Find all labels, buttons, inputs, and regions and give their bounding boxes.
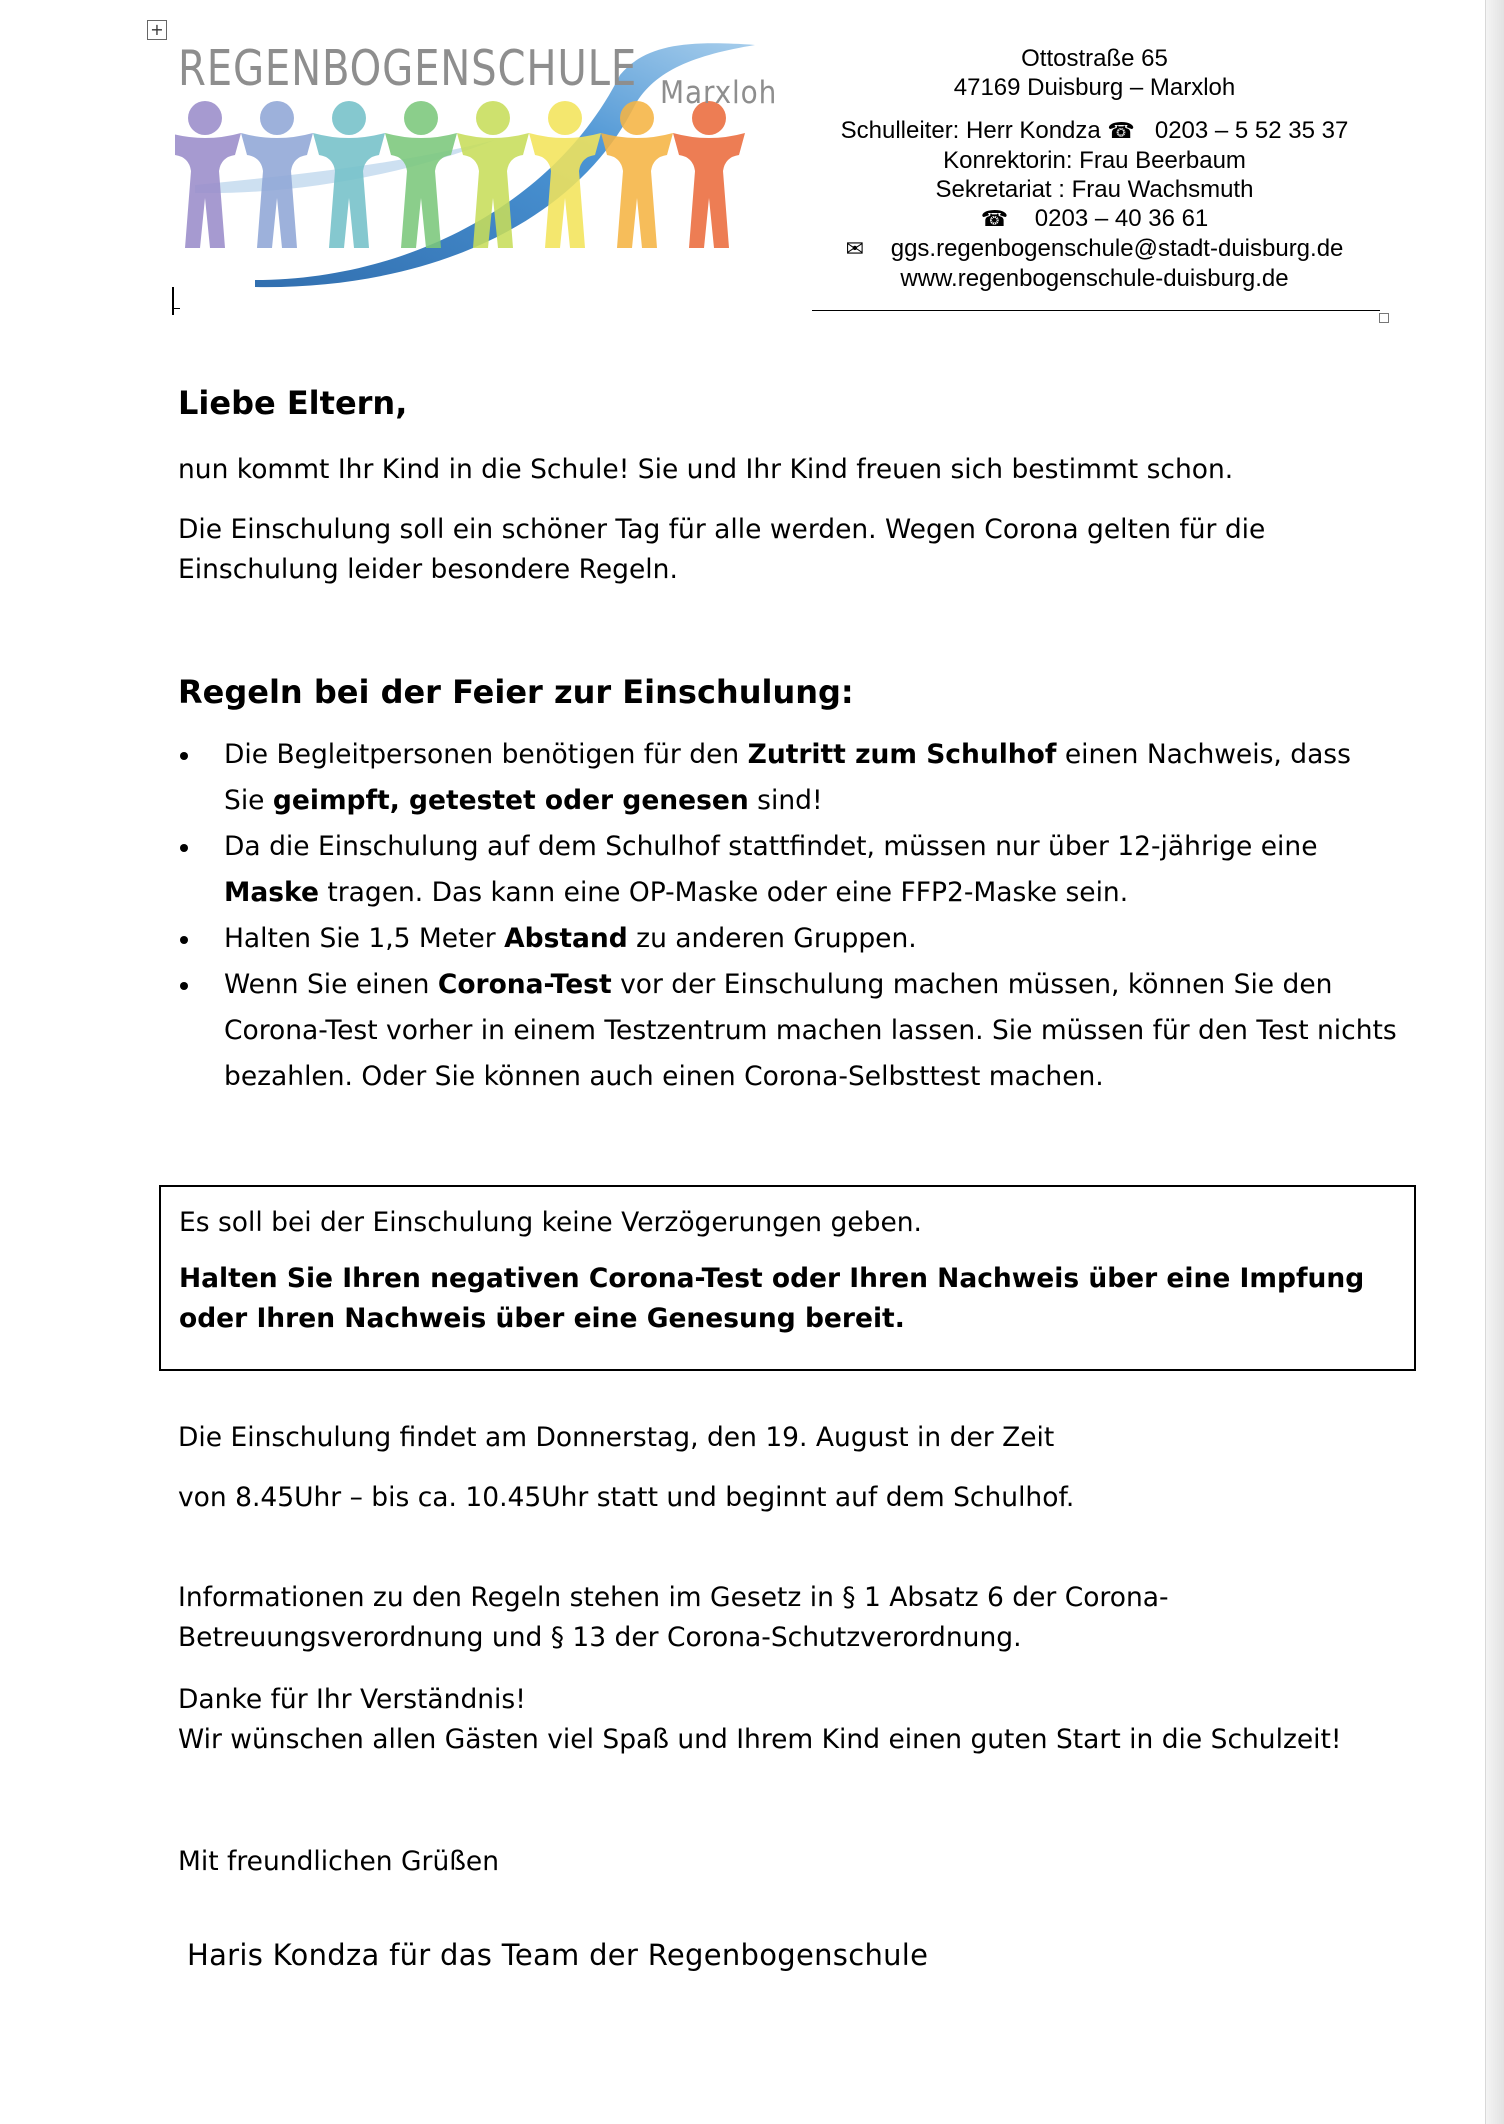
rule-item: Wenn Sie einen Corona-Test vor der Einschulung machen müssen, können Sie den Corona-Test vorher in einem Testzentrum machen lassen. Sie müssen für den Test nichts bezahlen. Oder Sie können auch einen Corona-Selbsttest machen. xyxy=(178,962,1398,1100)
intro-paragraph-2: Die Einschulung soll ein schöner Tag für alle werden. Wegen Corona gelten für die Einschulung leider besondere Regeln. xyxy=(178,514,1266,585)
greeting: Liebe Eltern, xyxy=(178,384,408,422)
rules-heading: Regeln bei der Feier zur Einschulung: xyxy=(178,673,854,711)
email-link[interactable]: ggs.regenbogenschule@stadt-duisburg.de xyxy=(890,235,1344,262)
phone-icon: ☎ xyxy=(1107,119,1135,144)
text-cursor xyxy=(172,287,174,315)
logo-district: Marxloh xyxy=(660,75,778,111)
page-scroll-edge xyxy=(1485,0,1504,2124)
rule-item: Die Begleitpersonen benötigen für den Zutritt zum Schulhof einen Nachweis, dass Sie geimpft, getestet oder genesen sind! xyxy=(178,732,1398,824)
email-line xyxy=(812,234,1377,264)
table-resize-handle[interactable] xyxy=(1379,313,1389,323)
secretariat: Sekretariat : Frau Wachsmuth xyxy=(935,176,1254,203)
notice-box xyxy=(159,1185,1416,1371)
thanks-line: Danke für Ihr Verständnis! xyxy=(178,1684,526,1715)
website-link[interactable]: www.regenbogenschule-duisburg.de xyxy=(900,265,1289,292)
date-line-1: Die Einschulung findet am Donnerstag, den 19. August in der Zeit xyxy=(178,1422,1055,1453)
wishes-line: Wir wünschen allen Gästen viel Spaß und Ihrem Kind einen guten Start in die Schulzeit! xyxy=(178,1724,1342,1755)
logo-figure xyxy=(175,101,241,248)
address-city: 47169 Duisburg – Marxloh xyxy=(953,74,1236,101)
intro-paragraph-1: nun kommt Ihr Kind in die Schule! Sie und Ihr Kind freuen sich bestimmt schon. xyxy=(178,454,1234,485)
principal-phone: 0203 – 5 52 35 37 xyxy=(1154,117,1349,144)
logo-school-name: REGENBOGENSCHULE xyxy=(178,40,638,97)
contact-block xyxy=(812,44,1377,293)
vice-principal: Konrektorin: Frau Beerbaum xyxy=(943,147,1246,174)
header-divider xyxy=(812,310,1380,311)
rule-item: Da die Einschulung auf dem Schulhof stattfindet, müssen nur über 12-jährige eine Maske tragen. Das kann eine OP-Maske oder eine FFP2-Maske sein. xyxy=(178,824,1398,916)
secretariat-phone-line xyxy=(812,204,1377,234)
text-cursor-mark xyxy=(172,308,180,309)
table-move-handle-icon[interactable]: + xyxy=(147,20,167,40)
secretariat-phone: 0203 – 40 36 61 xyxy=(1034,205,1209,232)
closing: Mit freundlichen Grüßen xyxy=(178,1846,500,1877)
notice-line-2: Halten Sie Ihren negativen Corona-Test oder Ihren Nachweis über eine Impfung oder Ihren Nachweis über eine Genesung bereit. xyxy=(179,1263,1365,1334)
rules-list xyxy=(178,732,1398,1100)
school-logo xyxy=(175,35,795,305)
address-street: Ottostraße 65 xyxy=(1021,45,1168,72)
people-chain xyxy=(175,101,745,248)
mail-icon: ✉ xyxy=(845,237,865,262)
principal-label: Schulleiter: Herr Kondza xyxy=(840,117,1101,144)
info-paragraph: Informationen zu den Regeln stehen im Gesetz in § 1 Absatz 6 der Corona-Betreuungsverordnung und § 13 der Corona-Schutzverordnung. xyxy=(178,1582,1169,1653)
rule-item: Halten Sie 1,5 Meter Abstand zu anderen Gruppen. xyxy=(178,916,1398,962)
logo-figure xyxy=(385,101,457,248)
logo-figure xyxy=(673,101,745,248)
signature-line: Haris Kondza für das Team der Regenbogenschule xyxy=(187,1938,929,1972)
date-line-2: von 8.45Uhr – bis ca. 10.45Uhr statt und beginnt auf dem Schulhof. xyxy=(178,1482,1075,1513)
principal-line xyxy=(812,116,1377,146)
notice-line-1: Es soll bei der Einschulung keine Verzögerungen geben. xyxy=(179,1207,922,1238)
phone-icon: ☎ xyxy=(980,207,1009,232)
logo-figure xyxy=(529,101,601,248)
